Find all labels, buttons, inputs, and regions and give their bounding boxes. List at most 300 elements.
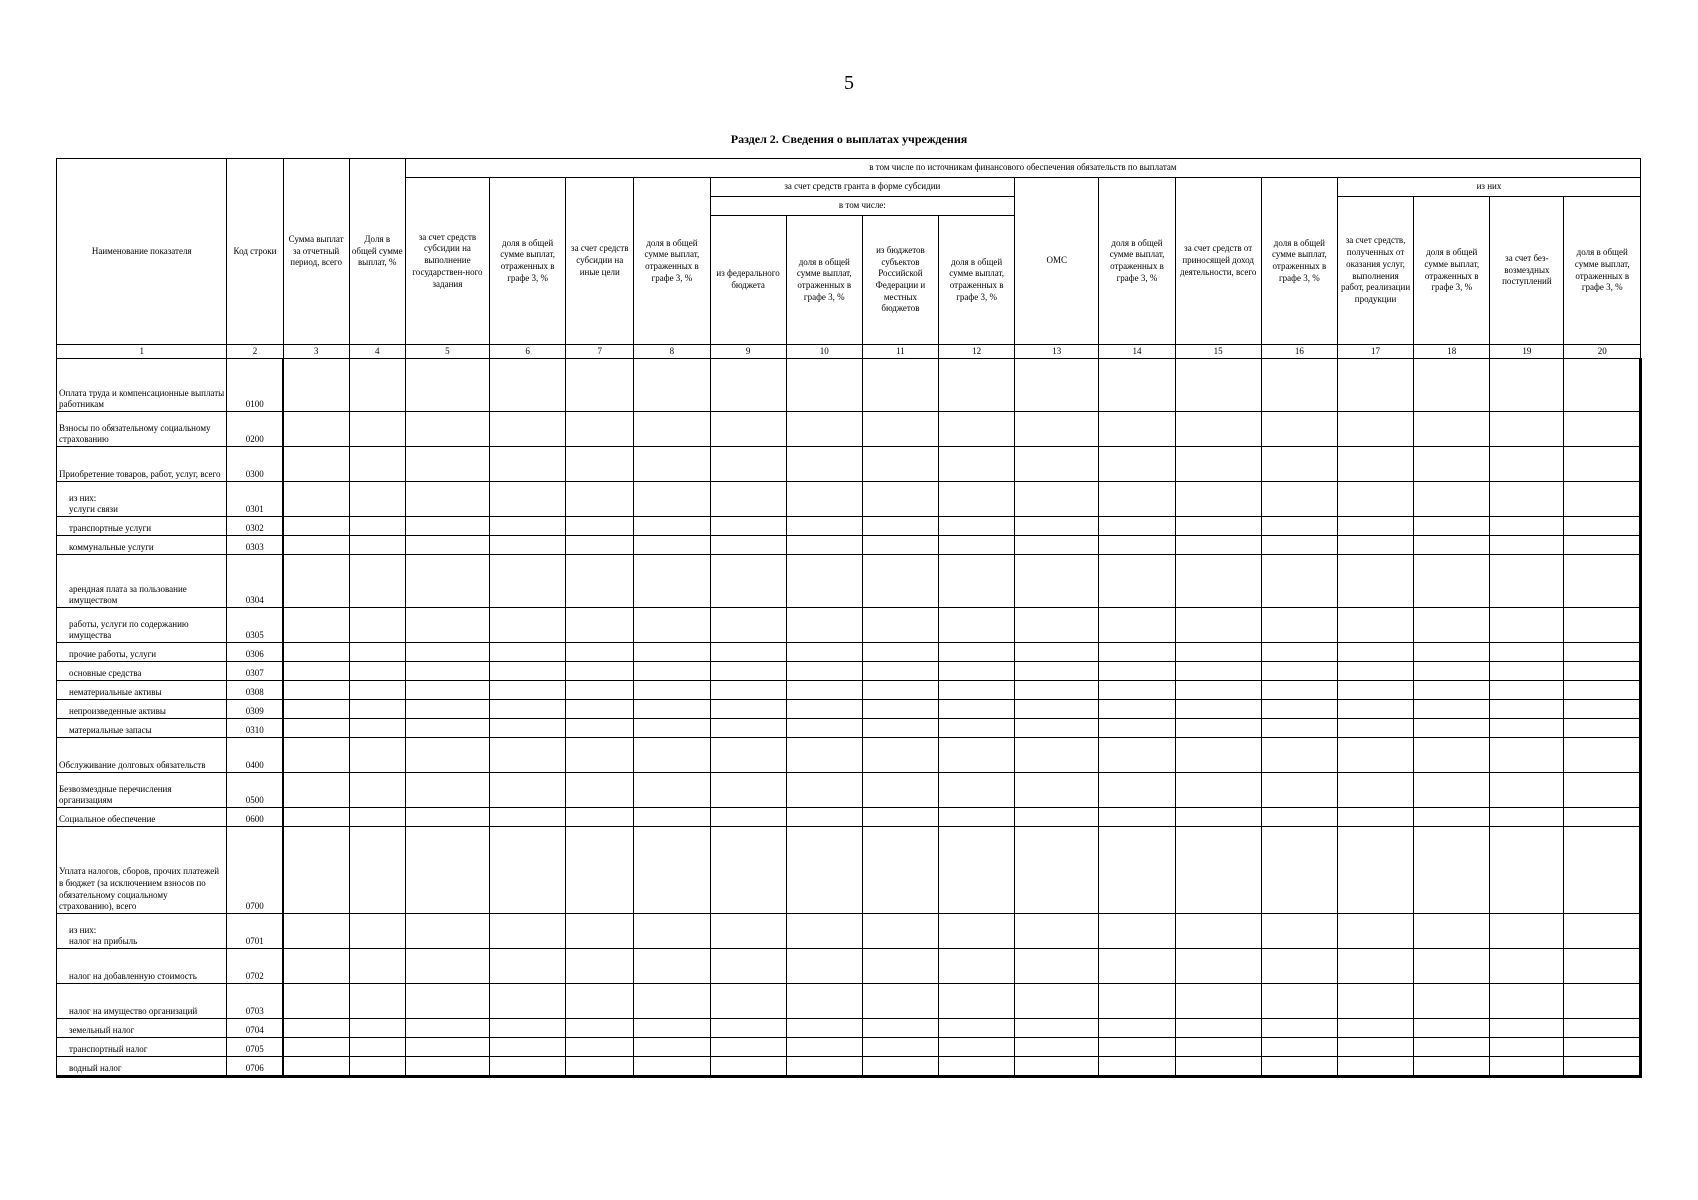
value-cell-col-13[interactable] <box>1015 949 1099 984</box>
value-cell-col-19[interactable] <box>1490 700 1564 719</box>
value-cell-col-6[interactable] <box>490 1038 566 1057</box>
value-cell-col-11[interactable] <box>862 359 938 412</box>
value-cell-col-7[interactable] <box>566 662 634 681</box>
value-cell-col-18[interactable] <box>1414 738 1490 773</box>
value-cell-col-12[interactable] <box>939 555 1015 608</box>
value-cell-col-14[interactable] <box>1099 608 1175 643</box>
value-cell-col-13[interactable] <box>1015 662 1099 681</box>
value-cell-col-18[interactable] <box>1414 984 1490 1019</box>
value-cell-col-9[interactable] <box>710 738 786 773</box>
value-cell-col-9[interactable] <box>710 412 786 447</box>
value-cell-col-5[interactable] <box>405 681 489 700</box>
value-cell-col-18[interactable] <box>1414 827 1490 914</box>
value-cell-col-18[interactable] <box>1414 681 1490 700</box>
value-cell-col-12[interactable] <box>939 447 1015 482</box>
value-cell-col-16[interactable] <box>1261 700 1337 719</box>
value-cell-col-11[interactable] <box>862 447 938 482</box>
value-cell-col-10[interactable] <box>786 447 862 482</box>
value-cell-col-8[interactable] <box>634 914 710 949</box>
value-cell-col-4[interactable] <box>349 808 405 827</box>
value-cell-col-6[interactable] <box>490 662 566 681</box>
value-cell-col-17[interactable] <box>1337 1019 1413 1038</box>
value-cell-col-14[interactable] <box>1099 984 1175 1019</box>
value-cell-col-5[interactable] <box>405 482 489 517</box>
value-cell-col-19[interactable] <box>1490 738 1564 773</box>
value-cell-col-5[interactable] <box>405 773 489 808</box>
value-cell-col-4[interactable] <box>349 662 405 681</box>
value-cell-col-6[interactable] <box>490 1019 566 1038</box>
value-cell-col-10[interactable] <box>786 773 862 808</box>
value-cell-col-3[interactable] <box>283 1019 349 1038</box>
value-cell-col-7[interactable] <box>566 517 634 536</box>
value-cell-col-11[interactable] <box>862 643 938 662</box>
value-cell-col-6[interactable] <box>490 608 566 643</box>
value-cell-col-6[interactable] <box>490 447 566 482</box>
value-cell-col-7[interactable] <box>566 773 634 808</box>
value-cell-col-14[interactable] <box>1099 808 1175 827</box>
value-cell-col-9[interactable] <box>710 1019 786 1038</box>
value-cell-col-8[interactable] <box>634 808 710 827</box>
value-cell-col-5[interactable] <box>405 517 489 536</box>
value-cell-col-18[interactable] <box>1414 914 1490 949</box>
value-cell-col-18[interactable] <box>1414 662 1490 681</box>
value-cell-col-12[interactable] <box>939 1019 1015 1038</box>
value-cell-col-19[interactable] <box>1490 536 1564 555</box>
value-cell-col-7[interactable] <box>566 608 634 643</box>
value-cell-col-7[interactable] <box>566 827 634 914</box>
value-cell-col-15[interactable] <box>1175 555 1261 608</box>
value-cell-col-18[interactable] <box>1414 482 1490 517</box>
value-cell-col-15[interactable] <box>1175 808 1261 827</box>
value-cell-col-20[interactable] <box>1564 359 1641 412</box>
value-cell-col-16[interactable] <box>1261 949 1337 984</box>
value-cell-col-17[interactable] <box>1337 359 1413 412</box>
value-cell-col-16[interactable] <box>1261 662 1337 681</box>
value-cell-col-20[interactable] <box>1564 827 1641 914</box>
value-cell-col-5[interactable] <box>405 1019 489 1038</box>
value-cell-col-12[interactable] <box>939 608 1015 643</box>
value-cell-col-3[interactable] <box>283 808 349 827</box>
value-cell-col-19[interactable] <box>1490 359 1564 412</box>
value-cell-col-7[interactable] <box>566 719 634 738</box>
value-cell-col-13[interactable] <box>1015 608 1099 643</box>
value-cell-col-4[interactable] <box>349 1019 405 1038</box>
value-cell-col-20[interactable] <box>1564 536 1641 555</box>
value-cell-col-15[interactable] <box>1175 773 1261 808</box>
value-cell-col-14[interactable] <box>1099 914 1175 949</box>
value-cell-col-19[interactable] <box>1490 773 1564 808</box>
value-cell-col-14[interactable] <box>1099 681 1175 700</box>
value-cell-col-8[interactable] <box>634 1057 710 1077</box>
value-cell-col-11[interactable] <box>862 482 938 517</box>
value-cell-col-12[interactable] <box>939 773 1015 808</box>
value-cell-col-11[interactable] <box>862 827 938 914</box>
value-cell-col-14[interactable] <box>1099 412 1175 447</box>
value-cell-col-15[interactable] <box>1175 1057 1261 1077</box>
value-cell-col-13[interactable] <box>1015 359 1099 412</box>
value-cell-col-15[interactable] <box>1175 608 1261 643</box>
value-cell-col-11[interactable] <box>862 719 938 738</box>
value-cell-col-8[interactable] <box>634 773 710 808</box>
value-cell-col-14[interactable] <box>1099 1019 1175 1038</box>
value-cell-col-16[interactable] <box>1261 827 1337 914</box>
value-cell-col-20[interactable] <box>1564 914 1641 949</box>
value-cell-col-19[interactable] <box>1490 827 1564 914</box>
value-cell-col-18[interactable] <box>1414 412 1490 447</box>
value-cell-col-16[interactable] <box>1261 536 1337 555</box>
value-cell-col-14[interactable] <box>1099 536 1175 555</box>
value-cell-col-11[interactable] <box>862 1057 938 1077</box>
value-cell-col-17[interactable] <box>1337 738 1413 773</box>
value-cell-col-3[interactable] <box>283 447 349 482</box>
value-cell-col-6[interactable] <box>490 914 566 949</box>
value-cell-col-9[interactable] <box>710 984 786 1019</box>
value-cell-col-17[interactable] <box>1337 808 1413 827</box>
value-cell-col-17[interactable] <box>1337 608 1413 643</box>
value-cell-col-7[interactable] <box>566 412 634 447</box>
value-cell-col-3[interactable] <box>283 412 349 447</box>
value-cell-col-12[interactable] <box>939 482 1015 517</box>
value-cell-col-7[interactable] <box>566 447 634 482</box>
value-cell-col-7[interactable] <box>566 681 634 700</box>
value-cell-col-5[interactable] <box>405 412 489 447</box>
value-cell-col-20[interactable] <box>1564 719 1641 738</box>
value-cell-col-12[interactable] <box>939 412 1015 447</box>
value-cell-col-13[interactable] <box>1015 1019 1099 1038</box>
value-cell-col-4[interactable] <box>349 719 405 738</box>
value-cell-col-8[interactable] <box>634 984 710 1019</box>
value-cell-col-19[interactable] <box>1490 984 1564 1019</box>
value-cell-col-19[interactable] <box>1490 719 1564 738</box>
value-cell-col-16[interactable] <box>1261 719 1337 738</box>
value-cell-col-20[interactable] <box>1564 681 1641 700</box>
value-cell-col-10[interactable] <box>786 1038 862 1057</box>
value-cell-col-4[interactable] <box>349 681 405 700</box>
value-cell-col-20[interactable] <box>1564 608 1641 643</box>
value-cell-col-19[interactable] <box>1490 555 1564 608</box>
value-cell-col-9[interactable] <box>710 555 786 608</box>
value-cell-col-3[interactable] <box>283 1057 349 1077</box>
value-cell-col-20[interactable] <box>1564 482 1641 517</box>
value-cell-col-6[interactable] <box>490 643 566 662</box>
value-cell-col-20[interactable] <box>1564 447 1641 482</box>
value-cell-col-4[interactable] <box>349 949 405 984</box>
value-cell-col-9[interactable] <box>710 1038 786 1057</box>
value-cell-col-10[interactable] <box>786 555 862 608</box>
value-cell-col-5[interactable] <box>405 827 489 914</box>
value-cell-col-12[interactable] <box>939 1057 1015 1077</box>
value-cell-col-6[interactable] <box>490 773 566 808</box>
value-cell-col-9[interactable] <box>710 719 786 738</box>
value-cell-col-5[interactable] <box>405 643 489 662</box>
value-cell-col-11[interactable] <box>862 700 938 719</box>
value-cell-col-8[interactable] <box>634 949 710 984</box>
value-cell-col-13[interactable] <box>1015 914 1099 949</box>
value-cell-col-10[interactable] <box>786 700 862 719</box>
value-cell-col-6[interactable] <box>490 517 566 536</box>
value-cell-col-19[interactable] <box>1490 608 1564 643</box>
value-cell-col-8[interactable] <box>634 412 710 447</box>
value-cell-col-12[interactable] <box>939 662 1015 681</box>
value-cell-col-11[interactable] <box>862 1019 938 1038</box>
value-cell-col-15[interactable] <box>1175 359 1261 412</box>
value-cell-col-18[interactable] <box>1414 517 1490 536</box>
value-cell-col-12[interactable] <box>939 827 1015 914</box>
value-cell-col-16[interactable] <box>1261 773 1337 808</box>
value-cell-col-20[interactable] <box>1564 555 1641 608</box>
value-cell-col-10[interactable] <box>786 412 862 447</box>
value-cell-col-4[interactable] <box>349 738 405 773</box>
value-cell-col-3[interactable] <box>283 719 349 738</box>
value-cell-col-13[interactable] <box>1015 719 1099 738</box>
value-cell-col-5[interactable] <box>405 949 489 984</box>
value-cell-col-15[interactable] <box>1175 738 1261 773</box>
value-cell-col-12[interactable] <box>939 517 1015 536</box>
value-cell-col-16[interactable] <box>1261 608 1337 643</box>
value-cell-col-20[interactable] <box>1564 662 1641 681</box>
value-cell-col-9[interactable] <box>710 681 786 700</box>
value-cell-col-15[interactable] <box>1175 447 1261 482</box>
value-cell-col-19[interactable] <box>1490 681 1564 700</box>
value-cell-col-6[interactable] <box>490 681 566 700</box>
value-cell-col-15[interactable] <box>1175 643 1261 662</box>
value-cell-col-11[interactable] <box>862 949 938 984</box>
value-cell-col-8[interactable] <box>634 359 710 412</box>
value-cell-col-15[interactable] <box>1175 700 1261 719</box>
value-cell-col-18[interactable] <box>1414 1057 1490 1077</box>
value-cell-col-3[interactable] <box>283 608 349 643</box>
value-cell-col-18[interactable] <box>1414 1038 1490 1057</box>
value-cell-col-8[interactable] <box>634 555 710 608</box>
value-cell-col-13[interactable] <box>1015 555 1099 608</box>
value-cell-col-6[interactable] <box>490 949 566 984</box>
value-cell-col-12[interactable] <box>939 738 1015 773</box>
value-cell-col-17[interactable] <box>1337 827 1413 914</box>
value-cell-col-5[interactable] <box>405 808 489 827</box>
value-cell-col-20[interactable] <box>1564 1057 1641 1077</box>
value-cell-col-11[interactable] <box>862 536 938 555</box>
value-cell-col-20[interactable] <box>1564 517 1641 536</box>
value-cell-col-3[interactable] <box>283 1038 349 1057</box>
value-cell-col-19[interactable] <box>1490 517 1564 536</box>
value-cell-col-4[interactable] <box>349 555 405 608</box>
value-cell-col-9[interactable] <box>710 949 786 984</box>
value-cell-col-12[interactable] <box>939 681 1015 700</box>
value-cell-col-18[interactable] <box>1414 1019 1490 1038</box>
value-cell-col-16[interactable] <box>1261 914 1337 949</box>
value-cell-col-15[interactable] <box>1175 681 1261 700</box>
value-cell-col-3[interactable] <box>283 359 349 412</box>
value-cell-col-11[interactable] <box>862 773 938 808</box>
value-cell-col-17[interactable] <box>1337 536 1413 555</box>
value-cell-col-14[interactable] <box>1099 738 1175 773</box>
value-cell-col-11[interactable] <box>862 608 938 643</box>
value-cell-col-16[interactable] <box>1261 1057 1337 1077</box>
value-cell-col-14[interactable] <box>1099 773 1175 808</box>
value-cell-col-19[interactable] <box>1490 482 1564 517</box>
value-cell-col-16[interactable] <box>1261 1038 1337 1057</box>
value-cell-col-13[interactable] <box>1015 827 1099 914</box>
value-cell-col-16[interactable] <box>1261 447 1337 482</box>
value-cell-col-10[interactable] <box>786 482 862 517</box>
value-cell-col-7[interactable] <box>566 536 634 555</box>
value-cell-col-4[interactable] <box>349 643 405 662</box>
value-cell-col-14[interactable] <box>1099 827 1175 914</box>
value-cell-col-3[interactable] <box>283 827 349 914</box>
value-cell-col-10[interactable] <box>786 662 862 681</box>
value-cell-col-18[interactable] <box>1414 536 1490 555</box>
value-cell-col-10[interactable] <box>786 808 862 827</box>
value-cell-col-3[interactable] <box>283 681 349 700</box>
value-cell-col-11[interactable] <box>862 412 938 447</box>
value-cell-col-6[interactable] <box>490 412 566 447</box>
value-cell-col-8[interactable] <box>634 719 710 738</box>
value-cell-col-18[interactable] <box>1414 359 1490 412</box>
value-cell-col-15[interactable] <box>1175 1019 1261 1038</box>
value-cell-col-9[interactable] <box>710 643 786 662</box>
value-cell-col-19[interactable] <box>1490 914 1564 949</box>
value-cell-col-6[interactable] <box>490 536 566 555</box>
value-cell-col-15[interactable] <box>1175 412 1261 447</box>
value-cell-col-7[interactable] <box>566 738 634 773</box>
value-cell-col-9[interactable] <box>710 536 786 555</box>
value-cell-col-17[interactable] <box>1337 662 1413 681</box>
value-cell-col-5[interactable] <box>405 984 489 1019</box>
value-cell-col-13[interactable] <box>1015 447 1099 482</box>
value-cell-col-14[interactable] <box>1099 1057 1175 1077</box>
value-cell-col-10[interactable] <box>786 1019 862 1038</box>
value-cell-col-16[interactable] <box>1261 984 1337 1019</box>
value-cell-col-11[interactable] <box>862 662 938 681</box>
value-cell-col-11[interactable] <box>862 738 938 773</box>
value-cell-col-16[interactable] <box>1261 738 1337 773</box>
value-cell-col-6[interactable] <box>490 482 566 517</box>
value-cell-col-9[interactable] <box>710 662 786 681</box>
value-cell-col-7[interactable] <box>566 359 634 412</box>
value-cell-col-7[interactable] <box>566 700 634 719</box>
value-cell-col-11[interactable] <box>862 555 938 608</box>
value-cell-col-13[interactable] <box>1015 1057 1099 1077</box>
value-cell-col-20[interactable] <box>1564 1038 1641 1057</box>
value-cell-col-12[interactable] <box>939 536 1015 555</box>
value-cell-col-14[interactable] <box>1099 719 1175 738</box>
value-cell-col-19[interactable] <box>1490 949 1564 984</box>
value-cell-col-13[interactable] <box>1015 700 1099 719</box>
value-cell-col-7[interactable] <box>566 482 634 517</box>
value-cell-col-17[interactable] <box>1337 719 1413 738</box>
value-cell-col-6[interactable] <box>490 808 566 827</box>
value-cell-col-9[interactable] <box>710 827 786 914</box>
value-cell-col-14[interactable] <box>1099 482 1175 517</box>
value-cell-col-4[interactable] <box>349 914 405 949</box>
value-cell-col-16[interactable] <box>1261 412 1337 447</box>
value-cell-col-19[interactable] <box>1490 1057 1564 1077</box>
value-cell-col-11[interactable] <box>862 808 938 827</box>
value-cell-col-17[interactable] <box>1337 681 1413 700</box>
value-cell-col-16[interactable] <box>1261 681 1337 700</box>
value-cell-col-17[interactable] <box>1337 949 1413 984</box>
value-cell-col-4[interactable] <box>349 773 405 808</box>
value-cell-col-4[interactable] <box>349 482 405 517</box>
value-cell-col-4[interactable] <box>349 827 405 914</box>
value-cell-col-13[interactable] <box>1015 536 1099 555</box>
value-cell-col-13[interactable] <box>1015 1038 1099 1057</box>
value-cell-col-8[interactable] <box>634 1019 710 1038</box>
value-cell-col-11[interactable] <box>862 517 938 536</box>
value-cell-col-4[interactable] <box>349 359 405 412</box>
value-cell-col-5[interactable] <box>405 662 489 681</box>
value-cell-col-9[interactable] <box>710 808 786 827</box>
value-cell-col-3[interactable] <box>283 482 349 517</box>
value-cell-col-9[interactable] <box>710 517 786 536</box>
value-cell-col-8[interactable] <box>634 643 710 662</box>
value-cell-col-12[interactable] <box>939 359 1015 412</box>
value-cell-col-17[interactable] <box>1337 1038 1413 1057</box>
value-cell-col-14[interactable] <box>1099 662 1175 681</box>
value-cell-col-9[interactable] <box>710 482 786 517</box>
value-cell-col-13[interactable] <box>1015 984 1099 1019</box>
value-cell-col-10[interactable] <box>786 359 862 412</box>
value-cell-col-16[interactable] <box>1261 482 1337 517</box>
value-cell-col-4[interactable] <box>349 536 405 555</box>
value-cell-col-17[interactable] <box>1337 447 1413 482</box>
value-cell-col-3[interactable] <box>283 949 349 984</box>
value-cell-col-10[interactable] <box>786 608 862 643</box>
value-cell-col-7[interactable] <box>566 984 634 1019</box>
value-cell-col-6[interactable] <box>490 827 566 914</box>
value-cell-col-7[interactable] <box>566 643 634 662</box>
value-cell-col-9[interactable] <box>710 914 786 949</box>
value-cell-col-7[interactable] <box>566 914 634 949</box>
value-cell-col-15[interactable] <box>1175 482 1261 517</box>
value-cell-col-16[interactable] <box>1261 808 1337 827</box>
value-cell-col-19[interactable] <box>1490 808 1564 827</box>
value-cell-col-20[interactable] <box>1564 738 1641 773</box>
value-cell-col-16[interactable] <box>1261 643 1337 662</box>
value-cell-col-14[interactable] <box>1099 447 1175 482</box>
value-cell-col-10[interactable] <box>786 536 862 555</box>
value-cell-col-14[interactable] <box>1099 700 1175 719</box>
value-cell-col-11[interactable] <box>862 1038 938 1057</box>
value-cell-col-18[interactable] <box>1414 447 1490 482</box>
value-cell-col-10[interactable] <box>786 984 862 1019</box>
value-cell-col-13[interactable] <box>1015 808 1099 827</box>
value-cell-col-6[interactable] <box>490 555 566 608</box>
value-cell-col-12[interactable] <box>939 914 1015 949</box>
value-cell-col-19[interactable] <box>1490 1038 1564 1057</box>
value-cell-col-8[interactable] <box>634 608 710 643</box>
value-cell-col-3[interactable] <box>283 700 349 719</box>
value-cell-col-19[interactable] <box>1490 412 1564 447</box>
value-cell-col-6[interactable] <box>490 700 566 719</box>
value-cell-col-6[interactable] <box>490 984 566 1019</box>
value-cell-col-3[interactable] <box>283 984 349 1019</box>
value-cell-col-17[interactable] <box>1337 914 1413 949</box>
value-cell-col-3[interactable] <box>283 738 349 773</box>
value-cell-col-7[interactable] <box>566 555 634 608</box>
value-cell-col-9[interactable] <box>710 1057 786 1077</box>
value-cell-col-18[interactable] <box>1414 773 1490 808</box>
value-cell-col-10[interactable] <box>786 719 862 738</box>
value-cell-col-6[interactable] <box>490 1057 566 1077</box>
value-cell-col-10[interactable] <box>786 949 862 984</box>
value-cell-col-4[interactable] <box>349 412 405 447</box>
value-cell-col-19[interactable] <box>1490 447 1564 482</box>
value-cell-col-9[interactable] <box>710 608 786 643</box>
value-cell-col-12[interactable] <box>939 949 1015 984</box>
value-cell-col-20[interactable] <box>1564 1019 1641 1038</box>
value-cell-col-17[interactable] <box>1337 517 1413 536</box>
